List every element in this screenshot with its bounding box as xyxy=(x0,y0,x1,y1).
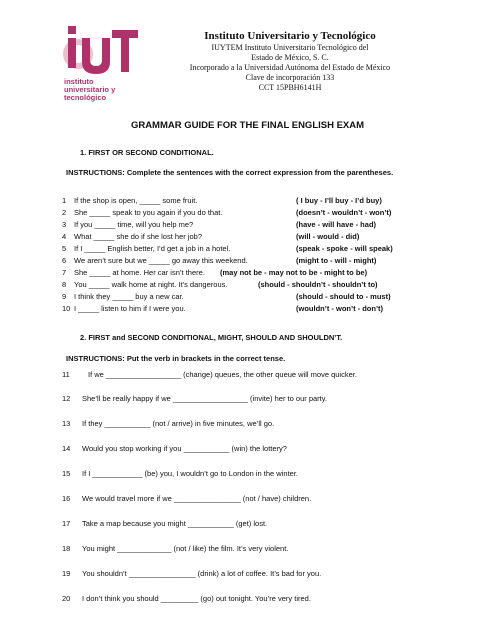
list-item xyxy=(62,393,472,404)
item-sentence: Take a map because you might ___________ (get) lost. xyxy=(82,519,268,528)
item-sentence: You might _____________ (not / like) the film. It’s very violent. xyxy=(82,544,289,553)
item-options: (wouldn’t - won’t - don’t) xyxy=(296,304,384,313)
item-number: 5 xyxy=(62,244,67,253)
item-sentence: Would you stop working if you ___________ (win) the lottery? xyxy=(82,444,287,453)
item-number: 9 xyxy=(62,292,67,301)
iut-logo-graphic xyxy=(62,18,142,80)
section1-instructions: INSTRUCTIONS: Complete the sentences with the correct expression from the parentheses. xyxy=(66,168,394,177)
item-number: 17 xyxy=(62,519,71,528)
item-number: 15 xyxy=(62,469,71,478)
item-options: (might to - will - might) xyxy=(296,256,377,265)
logo-text-line-3: tecnológico xyxy=(64,93,107,102)
item-number: 14 xyxy=(62,444,71,453)
item-number: 1 xyxy=(62,196,67,205)
item-sentence: If I ____________ (be) you, I wouldn’t go to London in the winter. xyxy=(82,469,298,478)
list-item xyxy=(62,369,472,380)
list-item xyxy=(62,291,462,302)
item-sentence: I _____ listen to him if I were you. xyxy=(74,304,186,313)
item-sentence: If I _____ English better, I’d get a job in a hotel. xyxy=(74,244,231,253)
item-number: 3 xyxy=(62,220,67,229)
list-item xyxy=(62,267,462,278)
logo-text-line-2: universitario y xyxy=(64,85,116,94)
item-sentence: If we __________________ (change) queues, the other queue will move quicker. xyxy=(88,370,357,379)
item-sentence: She _____ at home. Her car isn’t there. xyxy=(74,268,205,277)
item-number: 12 xyxy=(62,394,71,403)
section2-heading: 2. FIRST and SECOND CONDITIONAL, MIGHT, SHOULD AND SHOULDN’T. xyxy=(80,333,343,342)
item-number: 8 xyxy=(62,280,67,289)
item-sentence: If you _____ time, will you help me? xyxy=(74,220,194,229)
item-number: 16 xyxy=(62,494,71,503)
item-options: (will - would - did) xyxy=(296,232,360,241)
item-number: 19 xyxy=(62,569,71,578)
list-item xyxy=(62,443,472,454)
list-item xyxy=(62,418,472,429)
header-line-3: Incorporado a la Universidad Autónoma del Estado de México xyxy=(189,63,391,72)
list-item xyxy=(62,518,472,529)
list-item xyxy=(62,279,462,290)
item-number: 18 xyxy=(62,544,71,553)
header-line-4: Clave de incorporación 133 xyxy=(245,73,335,82)
list-item xyxy=(62,568,472,579)
item-sentence: You _____ walk home at night. It’s dangerous. xyxy=(74,280,228,289)
item-sentence: What _____ she do if she lost her job? xyxy=(74,232,202,241)
section1-heading: 1. FIRST OR SECOND CONDITIONAL. xyxy=(80,148,214,157)
item-sentence: She _____ speak to you again if you do that. xyxy=(74,208,223,217)
item-sentence: If the shop is open, _____ some fruit. xyxy=(74,196,198,205)
item-options: (speak - spoke - will speak) xyxy=(296,244,393,253)
item-number: 11 xyxy=(62,370,70,379)
list-item xyxy=(62,255,462,266)
item-sentence: I don’t think you should _________ (go) out tonight. You’re very tired. xyxy=(82,594,311,603)
institute-header xyxy=(140,30,440,93)
item-number: 6 xyxy=(62,256,67,265)
header-line-5: CCT 15PBH6141H xyxy=(258,83,322,92)
item-options: ( I buy - I’ll buy - I’d buy) xyxy=(296,196,382,205)
list-item xyxy=(62,468,472,479)
list-item xyxy=(62,593,472,604)
item-number: 20 xyxy=(62,594,71,603)
item-number: 7 xyxy=(62,268,67,277)
list-item xyxy=(62,243,462,254)
item-options: (may not be - may not to be - might to be) xyxy=(220,268,368,277)
header-line-2: Estado de México, S. C. xyxy=(251,53,329,62)
institute-name: Instituto Universitario y Tecnológico xyxy=(204,30,376,42)
list-item xyxy=(62,207,462,218)
item-sentence: She’ll be really happy if we __________________ (invite) her to our party. xyxy=(82,394,328,403)
item-sentence: We aren’t sure but we _____ go away this weekend. xyxy=(74,256,248,265)
item-number: 13 xyxy=(62,419,71,428)
item-options: (doesn’t - wouldn’t - won’t) xyxy=(296,208,392,217)
item-sentence: We would travel more if we ________________ (not / have) children. xyxy=(82,494,312,503)
logo-text-line-1: instituto xyxy=(64,77,94,86)
item-number: 4 xyxy=(62,232,67,241)
section2-instructions: INSTRUCTIONS: Put the verb in brackets in the correct tense. xyxy=(66,354,286,363)
list-item xyxy=(62,493,472,504)
item-options: (should - should to - must) xyxy=(296,292,391,301)
list-item xyxy=(62,231,462,242)
item-sentence: If they ___________ (not / arrive) in five minutes, we’ll go. xyxy=(82,419,275,428)
item-number: 2 xyxy=(62,208,67,217)
list-item xyxy=(62,303,462,314)
guide-title: GRAMMAR GUIDE FOR THE FINAL ENGLISH EXAM xyxy=(130,120,365,131)
header-line-1: IUYTEM Instituto Universitario Tecnológico del xyxy=(211,43,369,52)
list-item xyxy=(62,219,462,230)
list-item xyxy=(62,543,472,554)
list-item xyxy=(62,195,462,206)
item-sentence: I think they _____ buy a new car. xyxy=(74,292,184,301)
item-options: (have - will have - had) xyxy=(296,220,377,229)
item-sentence: You shouldn’t ________________ (drink) a lot of coffee. It’s bad for you. xyxy=(82,569,322,578)
item-options: (should - shouldn’t - shouldn’t to) xyxy=(258,280,378,289)
item-number: 10 xyxy=(62,304,71,313)
institute-logo xyxy=(62,18,142,106)
